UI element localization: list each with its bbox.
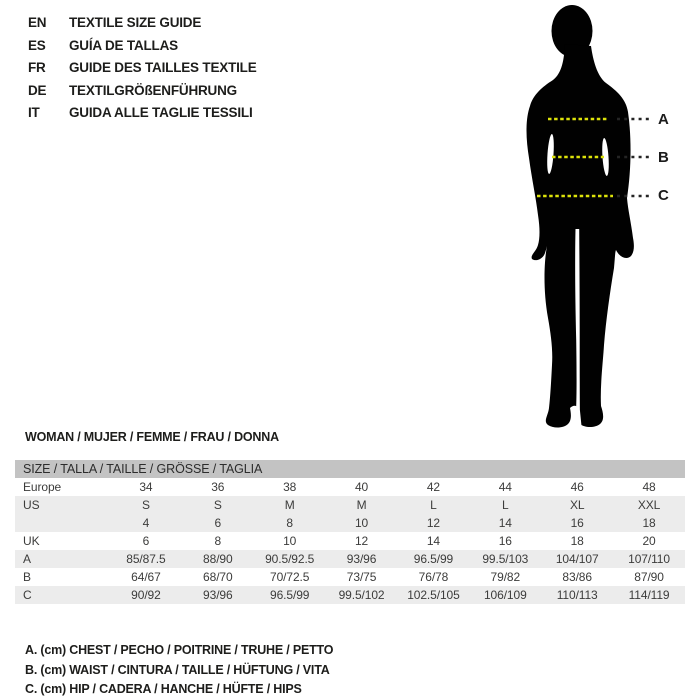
size-cell: 36 bbox=[211, 480, 225, 494]
language-code: IT bbox=[28, 105, 40, 121]
legend-chest: A. (cm) CHEST / PECHO / POITRINE / TRUHE / PETTO bbox=[25, 643, 334, 657]
woman-silhouette-head bbox=[552, 5, 593, 57]
size-cell: 110/113 bbox=[556, 588, 598, 602]
size-cell: 42 bbox=[426, 480, 441, 494]
size-cell: 99.5/103 bbox=[482, 552, 529, 566]
size-table-row bbox=[15, 496, 685, 514]
size-cell: 8 bbox=[214, 534, 222, 548]
size-cell: XL bbox=[569, 498, 585, 512]
size-cell: L bbox=[502, 498, 509, 512]
size-cell: 8 bbox=[286, 516, 293, 530]
legend-hip: C. (cm) HIP / CADERA / HANCHE / HÜFTE / HIPS bbox=[25, 682, 302, 697]
size-cell: S bbox=[213, 498, 222, 512]
row-label: UK bbox=[23, 534, 40, 548]
measurement-legend bbox=[25, 641, 333, 700]
size-cell: 99.5/102 bbox=[338, 588, 385, 602]
size-cell: 114/119 bbox=[628, 588, 670, 602]
size-cell: 16 bbox=[498, 534, 512, 548]
size-cell: 79/82 bbox=[490, 570, 521, 584]
language-code: ES bbox=[28, 37, 46, 53]
size-cell: 70/72.5 bbox=[270, 570, 310, 584]
size-table-row bbox=[15, 568, 685, 586]
row-label: A bbox=[23, 552, 31, 566]
size-cell: 93/96 bbox=[203, 588, 233, 602]
size-cell: 12 bbox=[354, 534, 369, 548]
size-cell: 38 bbox=[283, 480, 297, 494]
size-cell: L bbox=[430, 498, 437, 512]
right-arm-gap bbox=[601, 138, 610, 176]
size-cell: 34 bbox=[139, 480, 153, 494]
size-table-row bbox=[15, 550, 685, 568]
size-cell: 20 bbox=[642, 534, 656, 548]
size-cell: 90.5/92.5 bbox=[265, 552, 315, 566]
size-cell: 14 bbox=[426, 534, 441, 548]
language-title: GUÍA DE TALLAS bbox=[69, 37, 178, 53]
language-row-de bbox=[28, 80, 257, 103]
size-table-row bbox=[15, 532, 685, 550]
size-table-row bbox=[15, 586, 685, 604]
language-title: GUIDE DES TAILLES TEXTILE bbox=[69, 60, 257, 76]
size-cell: S bbox=[141, 498, 150, 512]
size-cell: 18 bbox=[642, 516, 656, 530]
size-cell: 90/92 bbox=[131, 588, 161, 602]
size-cell: 14 bbox=[498, 516, 512, 530]
size-cell: 46 bbox=[570, 480, 584, 494]
language-title: TEXTILGRÖßENFÜHRUNG bbox=[69, 82, 237, 98]
size-cell: 76/78 bbox=[418, 570, 449, 584]
size-cell: 107/110 bbox=[628, 552, 670, 566]
size-table-row bbox=[15, 478, 685, 496]
size-cell: 6 bbox=[214, 516, 222, 530]
size-cell: 104/107 bbox=[555, 552, 599, 566]
legend-waist: B. (cm) WAIST / CINTURA / TAILLE / HÜFTUNG / VITA bbox=[25, 662, 330, 677]
row-label bbox=[15, 514, 110, 532]
size-cell: 96.5/99 bbox=[270, 588, 310, 602]
row-label: C bbox=[23, 588, 32, 602]
row-label: Europe bbox=[23, 480, 62, 494]
row-label: B bbox=[23, 570, 31, 584]
section-title-woman: WOMAN / MUJER / FEMME / FRAU / DONNA bbox=[25, 430, 279, 444]
size-cell: 106/109 bbox=[483, 588, 527, 602]
size-cell: 4 bbox=[142, 516, 150, 530]
size-table-header: SIZE / TALLA / TAILLE / GRÖSSE / TAGLIA bbox=[15, 460, 685, 478]
left-arm-gap bbox=[546, 134, 555, 174]
size-cell: 85/87.5 bbox=[126, 552, 166, 566]
size-cell: 10 bbox=[283, 534, 297, 548]
size-table-row bbox=[15, 514, 685, 532]
language-title-list bbox=[28, 12, 257, 125]
language-row-fr bbox=[28, 57, 257, 80]
size-cell: 93/96 bbox=[346, 552, 377, 566]
size-cell: 68/70 bbox=[203, 570, 233, 584]
size-cell: 96.5/99 bbox=[413, 552, 454, 566]
size-cell: 88/90 bbox=[203, 552, 233, 566]
language-code: EN bbox=[28, 15, 47, 30]
language-code: FR bbox=[28, 60, 46, 76]
size-cell: 48 bbox=[642, 480, 656, 494]
language-row-it bbox=[28, 102, 257, 125]
size-cell: M bbox=[284, 498, 295, 512]
legs-gap bbox=[575, 229, 582, 426]
size-cell: 6 bbox=[142, 534, 150, 548]
row-label: US bbox=[23, 498, 40, 512]
measure-label-c: C bbox=[658, 187, 669, 204]
measure-label-a: A bbox=[658, 111, 669, 128]
language-title: TEXTILE SIZE GUIDE bbox=[69, 15, 202, 30]
size-cell: 10 bbox=[354, 516, 369, 530]
measure-label-b: B bbox=[658, 149, 669, 166]
woman-silhouette bbox=[527, 44, 634, 428]
size-cell: 83/86 bbox=[562, 570, 592, 584]
language-code: DE bbox=[28, 82, 47, 98]
size-cell: 102.5/105 bbox=[407, 588, 460, 602]
size-cell: 87/90 bbox=[634, 570, 664, 584]
language-row-es bbox=[28, 35, 257, 58]
size-cell: 16 bbox=[570, 516, 584, 530]
language-row-en bbox=[28, 12, 257, 35]
size-cell: XXL bbox=[637, 498, 661, 512]
size-table bbox=[15, 460, 685, 604]
size-table-body bbox=[15, 478, 685, 604]
size-cell: 64/67 bbox=[131, 570, 161, 584]
size-cell: 40 bbox=[354, 480, 369, 494]
size-cell: 73/75 bbox=[346, 570, 377, 584]
size-cell: 12 bbox=[426, 516, 441, 530]
size-cell: M bbox=[356, 498, 367, 512]
size-cell: 44 bbox=[498, 480, 512, 494]
size-cell: 18 bbox=[570, 534, 584, 548]
language-title: GUIDA ALLE TAGLIE TESSILI bbox=[69, 105, 253, 121]
